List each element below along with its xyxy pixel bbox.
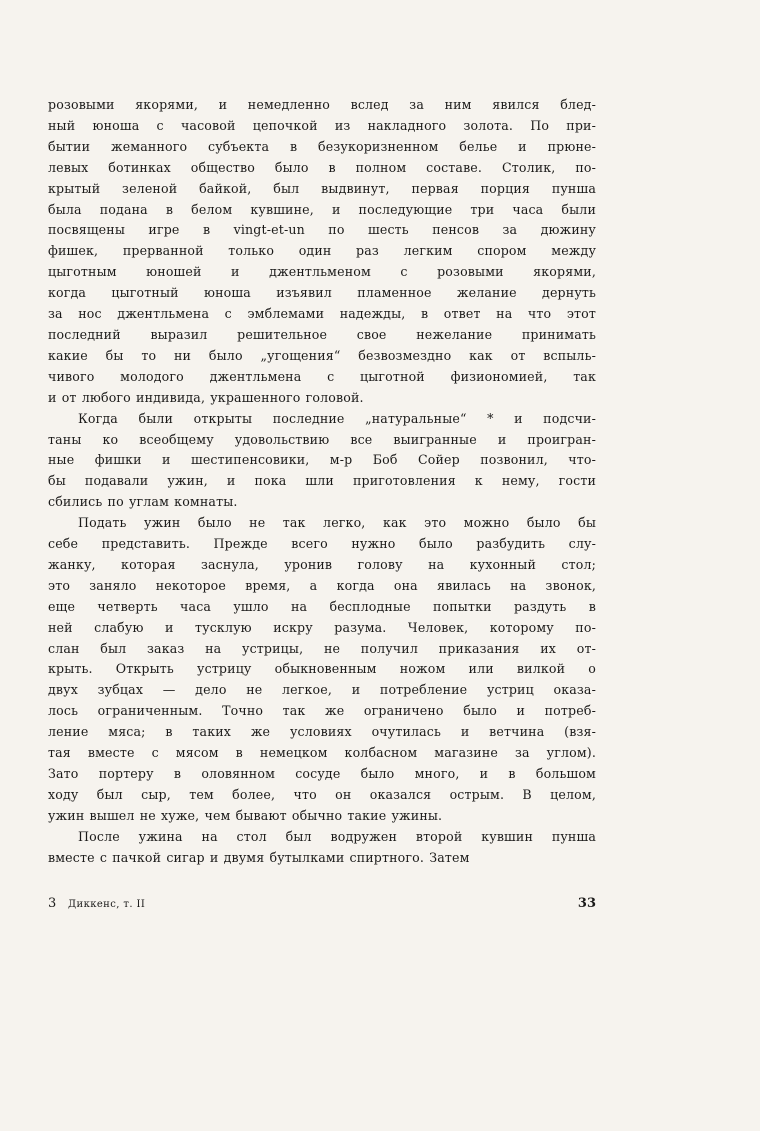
text-line: фишек, прерванной только один раз легким спором между <box>48 243 596 259</box>
page-number: 33 <box>577 896 596 911</box>
text-line: левых ботинках общество было в полном составе. Столик, по- <box>48 159 596 175</box>
text-line: крытый зеленой байкой, был выдвинут, первая порция пунша <box>48 180 596 196</box>
text-line: После ужина на стол был водружен второй кувшин пунша <box>78 828 596 844</box>
body-text <box>48 95 596 869</box>
text-line: таны ко всеобщему удовольствию все выигранные и проигран- <box>48 431 596 447</box>
text-line: двух зубцах — дело не легкое, и потребление устриц оказа- <box>48 682 596 698</box>
text-line: ужин вышел не хуже, чем бывают обычно такие ужины. <box>48 807 443 823</box>
text-line: ление мяса; в таких же условиях очутилась и ветчина (взя- <box>48 724 596 740</box>
text-line: крыть. Открыть устрицу обыкновенным ножом или вилкой о <box>48 661 596 677</box>
body-paragraph <box>48 409 596 514</box>
text-line: еще четверть часа ушло на бесплодные попытки раздуть в <box>48 598 596 614</box>
signature-mark: 3 <box>48 896 57 911</box>
body-paragraph <box>48 95 596 409</box>
text-line: это заняло некоторое время, а когда она явилась на звонок, <box>48 577 596 593</box>
body-paragraph <box>48 827 596 869</box>
text-line: сбились по углам комнаты. <box>48 494 238 510</box>
printer-signature <box>48 896 145 911</box>
page-footer <box>48 896 596 916</box>
text-line: бы подавали ужин, и пока шли приготовления к нему, гости <box>48 473 596 489</box>
text-line: была подана в белом кувшине, и последующие три часа были <box>48 201 596 217</box>
text-line: посвящены игре в vingt-et-un по шесть пенсов за дюжину <box>48 222 596 238</box>
text-line: тая вместе с мясом в немецком колбасном магазине за углом). <box>48 745 596 761</box>
text-line: ней слабую и тусклую искру разума. Человек, которому по- <box>48 619 596 635</box>
text-line: когда цыготный юноша изъявил пламенное желание дернуть <box>48 285 596 301</box>
text-line: Зато портеру в оловянном сосуде было много, и в большом <box>48 766 596 781</box>
text-line: цыготным юношей и джентльменом с розовыми якорями, <box>48 264 596 280</box>
text-line: ходу был сыр, тем более, что он оказался острым. В целом, <box>48 786 596 802</box>
text-line: ные фишки и шестипенсовики, м-р Боб Сойер позвонил, что- <box>48 452 596 468</box>
text-line: жанку, которая заснула, уронив голову на кухонный стол; <box>48 556 596 572</box>
text-line: лось ограниченным. Точно так же ограничено было и потреб- <box>48 703 596 719</box>
text-line: вместе с пачкой сигар и двумя бутылками спиртного. Затем <box>48 849 470 865</box>
text-line: какие бы то ни было „угощения“ безвозмездно как от вспыль- <box>48 347 596 363</box>
text-line: Подать ужин было не так легко, как это можно было бы <box>78 515 596 531</box>
text-line: себе представить. Прежде всего нужно было разбудить слу- <box>48 536 596 552</box>
text-line: за нос джентльмена с эмблемами надежды, в ответ на что этот <box>48 306 596 322</box>
text-line: чивого молодого джентльмена с цыготной физиономией, так <box>48 368 596 384</box>
signature-title: Диккенс, т. II <box>67 899 146 910</box>
text-line: слан был заказ на устрицы, не получил приказания их от- <box>48 640 596 656</box>
text-line: последний выразил решительное свое нежелание принимать <box>48 326 596 342</box>
body-paragraph <box>48 513 596 827</box>
text-line: и от любого индивида, украшенного головой. <box>48 389 364 405</box>
text-line: Когда были открыты последние „натуральные“ * и подсчи- <box>78 410 596 426</box>
text-line: розовыми якорями, и немедленно вслед за ним явился блед- <box>48 97 596 112</box>
text-line: бытии жеманного субъекта в безукоризненном белье и прюне- <box>48 138 596 154</box>
text-line: ный юноша с часовой цепочкой из накладного золота. По при- <box>48 117 596 133</box>
